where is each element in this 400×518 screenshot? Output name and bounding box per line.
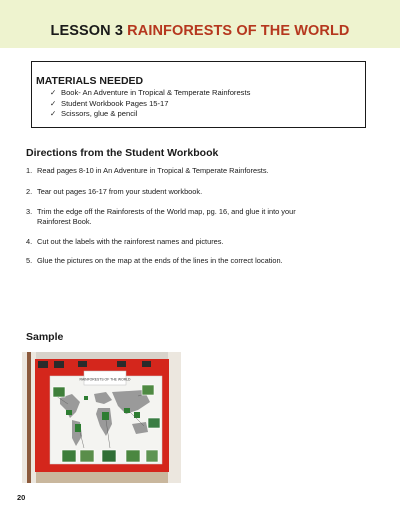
materials-heading: MATERIALS NEEDED xyxy=(36,75,144,87)
step-text: Cut out the labels with the rainforest names and pictures. xyxy=(37,237,224,246)
check-icon: ✓ xyxy=(50,98,57,108)
photo-poster-title: RAINFORESTS OF THE WORLD xyxy=(79,377,131,382)
check-icon: ✓ xyxy=(50,88,57,97)
step-text: Tear out pages 16-17 from your student workbook. xyxy=(37,187,203,196)
directions-heading: Directions from the Student Workbook xyxy=(26,147,219,159)
step-number: 5. xyxy=(26,256,33,265)
step-text-continued: Rainforest Book. xyxy=(37,217,92,226)
materials-item-text: Book- An Adventure in Tropical & Temperate Rainforests xyxy=(61,88,251,97)
step-text: Read pages 8-10 in An Adventure in Tropical & Temperate Rainforests. xyxy=(37,166,269,175)
materials-item xyxy=(50,99,250,110)
step-number: 1. xyxy=(26,166,33,175)
materials-box xyxy=(31,61,366,128)
check-icon: ✓ xyxy=(50,109,57,118)
materials-item-text: Student Workbook Pages 15-17 xyxy=(61,98,169,108)
materials-list xyxy=(50,88,250,120)
step-number: 2. xyxy=(26,187,33,196)
lesson-title xyxy=(0,23,400,39)
lesson-topic: RAINFORESTS OF THE WORLD xyxy=(127,23,350,39)
step-number: 4. xyxy=(26,237,33,246)
lesson-number: LESSON 3 xyxy=(50,23,124,39)
step-text: Glue the pictures on the map at the ends of the lines in the correct location. xyxy=(37,256,283,265)
sample-heading: Sample xyxy=(26,331,64,343)
step-number: 3. xyxy=(26,207,33,216)
materials-item-text: Scissors, glue & pencil xyxy=(61,109,138,118)
step-text: Trim the edge off the Rainforests of the World map, pg. 16, and glue it into your xyxy=(37,207,296,216)
page-number: 20 xyxy=(17,493,26,502)
sample-photo xyxy=(22,352,181,483)
materials-item xyxy=(50,109,250,120)
materials-item xyxy=(50,88,250,99)
